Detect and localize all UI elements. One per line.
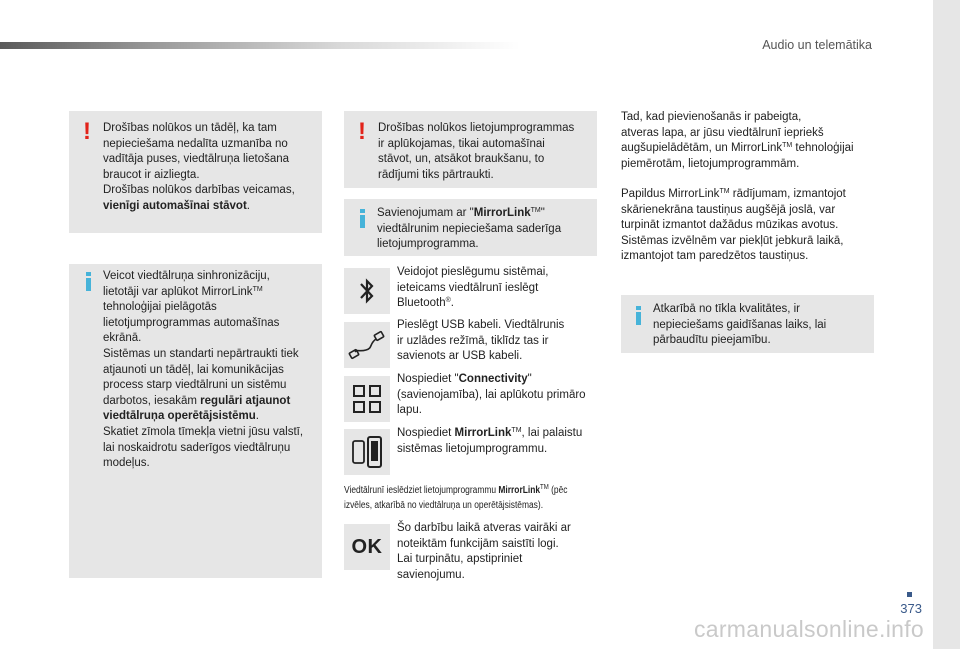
warning-icon: ! [358, 118, 366, 145]
step-mirrorlink-text: Nospiediet MirrorLink™, lai palaistu sistēmas lietojumprogrammu. [397, 427, 583, 455]
step-usb-text: Pieslēgt USB kabeli. Viedtālrunis ir uzlādes režīmā, tiklīdz tas ir savienots ar USB kabeli. [397, 319, 565, 363]
warning-text-driving: Drošības nolūkos un tādēļ, ka tam nepieciešama nedalīta uzmanība no vadītāja puses, viedtālruņa lietošana braucot ir aizliegta. Drošības nolūkos darbības veicamas, vienīgi automašīnai stāvot. [103, 122, 295, 212]
connection-complete-text: Tad, kad pievienošanās ir pabeigta, atveras lapa, ar jūsu viedtālrunī iepriekš augšupielādētām, un MirrorLink™ tehnoloģijai piemērotām, lietojumprogrammām. [621, 111, 854, 170]
info-icon [86, 272, 91, 291]
ok-button-icon: OK [344, 524, 390, 570]
usb-cable-icon [344, 322, 390, 368]
page-number: 373 [900, 601, 922, 616]
mirrorlink-phone-icon [344, 429, 390, 475]
mirrorlink-note: Viedtālrunī ieslēdziet lietojumprogrammu MirrorLink™ (pēc izvēles, atkarībā no viedtālruņa un operētājsistēmas). [344, 484, 568, 511]
info-text-mirrorlink: Savienojumam ar "MirrorLink™" viedtālrunim nepieciešama saderīga lietojumprogramma. [377, 207, 562, 251]
step-connectivity-text: Nospiediet "Connectivity" (savienojamība), lai aplūkotu primāro lapu. [397, 373, 586, 417]
header-gradient-bar [0, 42, 520, 49]
info-text-sync: Veicot viedtālruņa sinhronizāciju, lietotāji var aplūkot MirrorLink™ tehnoloģijai pielāgotās lietotjumprogrammas automašīnas ekrānā. Sistēmas un standarti nepārtraukti tiek atjaunoti un tādēļ, lai komunikācijas process starp viedtālruni un sistēmu darbotos, iesakām regulāri atjaunot viedtālruņa operētājsistēmu. Skatiet zīmola tīmekļa vietni jūsu valstī, lai noskaidrotu saderīgos viedtālruņu modeļus. [103, 270, 304, 470]
section-title: Audio un telemātika [762, 38, 872, 52]
info-icon [636, 306, 641, 325]
page-marker [907, 592, 912, 597]
connectivity-grid-icon [344, 376, 390, 422]
bluetooth-icon [344, 268, 390, 314]
warning-icon: ! [83, 118, 91, 145]
step-bluetooth-text: Veidojot pieslēgumu sistēmai, ieteicams viedtālrunī ieslēgt Bluetooth®. [397, 266, 549, 310]
page-edge-strip [933, 0, 960, 649]
mirrorlink-display-text: Papildus MirrorLink™ rādījumam, izmantojot skārienekrāna taustiņus augšējā joslā, var turpināt izmantot dažādus mūzikas avotus. Sistēmas izvēlnēm var piekļūt jebkurā laikā, izmantojot tam paredzētos taustiņus. [621, 188, 846, 263]
watermark: carmanualsonline.info [693, 616, 924, 642]
info-text-network: Atkarībā no tīkla kvalitātes, ir nepieciešams gaidīšanas laiks, lai pārbaudītu pieejamību. [653, 303, 827, 347]
warning-text-apps: Drošības nolūkos lietojumprogrammas ir aplūkojamas, tikai automašīnai stāvot, un, atsākot braukšanu, to rādījumi tiks pārtraukti. [378, 122, 575, 181]
step-ok-text: Šo darbību laikā atveras vairāki ar noteiktām funkcijām saistīti logi. Lai turpinātu, apstipriniet savienojumu. [397, 522, 571, 581]
info-icon [360, 209, 365, 228]
